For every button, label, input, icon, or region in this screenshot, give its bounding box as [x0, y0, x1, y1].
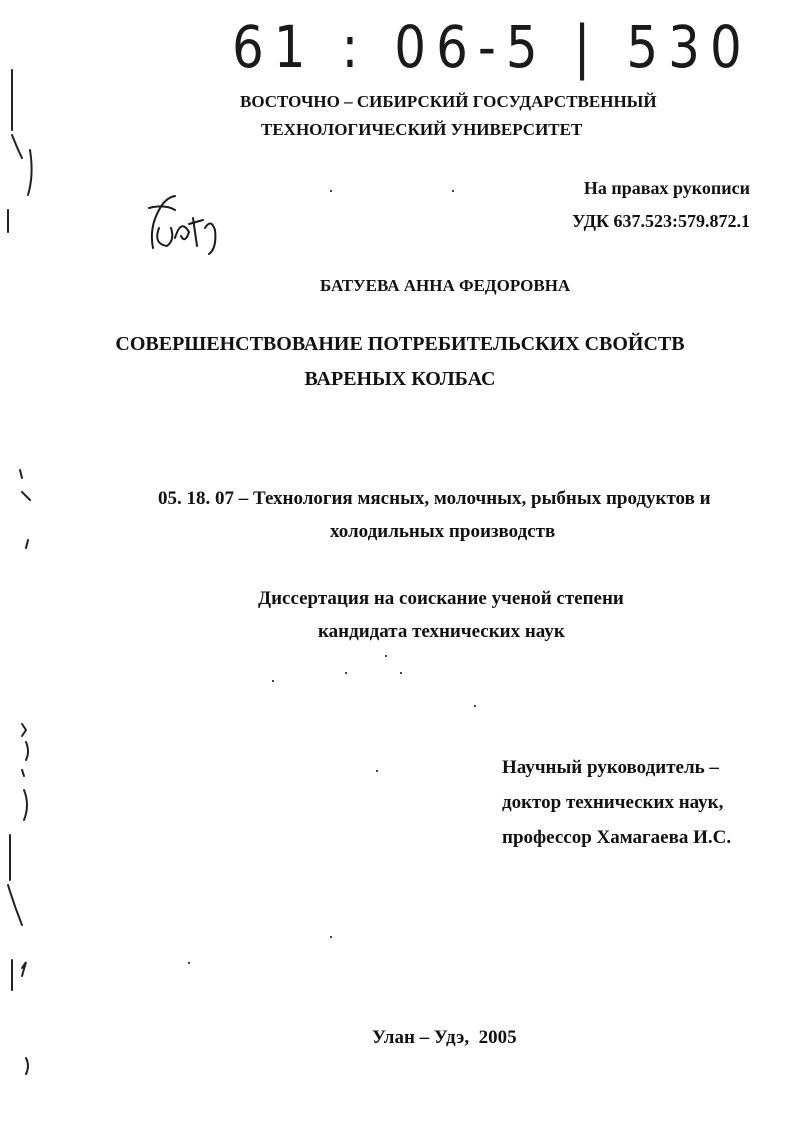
handwritten-signature — [145, 188, 225, 258]
scan-speck — [385, 655, 387, 657]
scan-speck — [376, 770, 378, 772]
university-name-line1: ВОСТОЧНО – СИБИРСКИЙ ГОСУДАРСТВЕННЫЙ — [240, 92, 657, 111]
advisor-degree: доктор технических наук, — [502, 792, 724, 813]
scan-speck — [452, 190, 454, 192]
margin-scan-marks — [0, 0, 60, 1124]
advisor-name: профессор Хамагаева И.С. — [502, 827, 732, 848]
author-name: БАТУЕВА АННА ФЕДОРОВНА — [320, 276, 571, 295]
degree-line1: Диссертация на соискание ученой степени — [258, 588, 624, 609]
university-name-line2: ТЕХНОЛОГИЧЕСКИЙ УНИВЕРСИТЕТ — [261, 120, 583, 139]
specialty-line1: 05. 18. 07 – Технология мясных, молочных, рыбных продуктов и — [158, 488, 711, 509]
place-and-year: Улан – Удэ, 2005 — [372, 1027, 517, 1048]
advisor-label: Научный руководитель – — [502, 757, 719, 778]
dissertation-title-line2: ВАРЕНЫХ КОЛБАС — [304, 368, 496, 390]
scan-speck — [330, 190, 332, 192]
handwritten-archive-code: 61 : 06-5 | 530 — [232, 14, 752, 81]
dissertation-title-line1: СОВЕРШЕНСТВОВАНИЕ ПОТРЕБИТЕЛЬСКИХ СВОЙСТВ — [115, 333, 685, 355]
degree-line2: кандидата технических наук — [318, 621, 565, 642]
scan-speck — [188, 962, 190, 964]
scan-speck — [474, 705, 476, 707]
scan-speck — [330, 936, 332, 938]
manuscript-rights-note: На правах рукописи — [583, 178, 750, 198]
scan-speck — [272, 680, 274, 682]
scan-speck — [400, 672, 402, 674]
scan-speck — [345, 672, 347, 674]
udk-code: УДК 637.523:579.872.1 — [572, 211, 750, 231]
specialty-line2: холодильных производств — [330, 521, 556, 542]
